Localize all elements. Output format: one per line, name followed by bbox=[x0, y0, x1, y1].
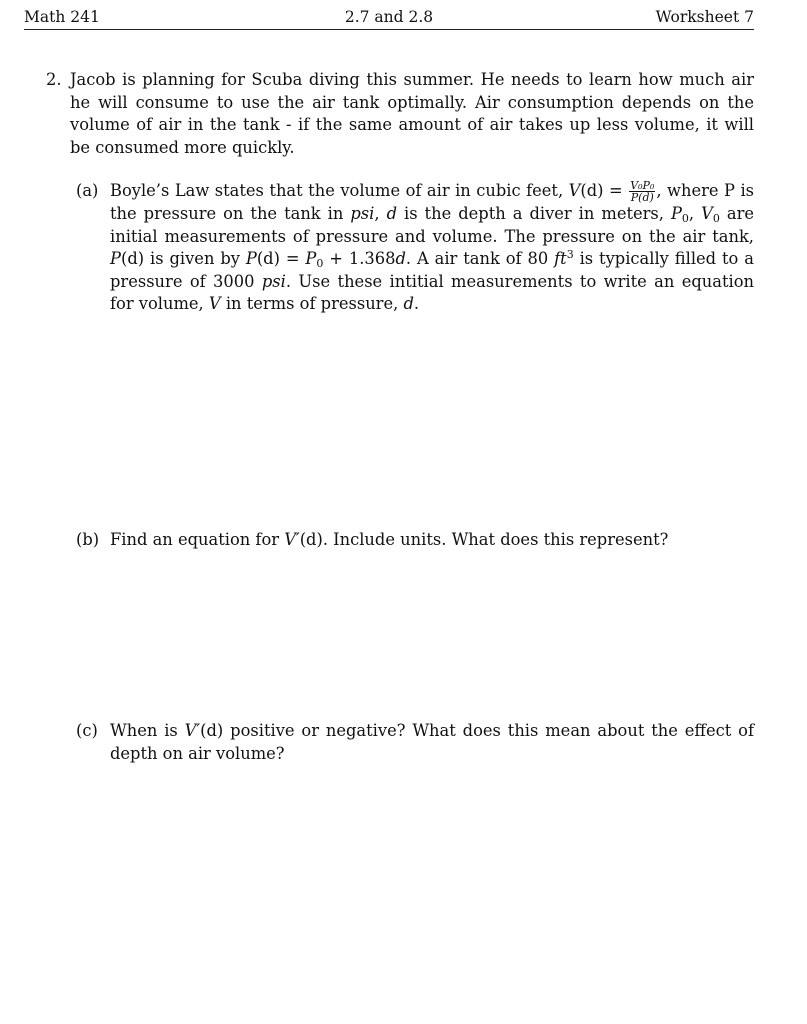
worksheet-title: Worksheet 7 bbox=[655, 8, 754, 26]
problem-statement: Jacob is planning for Scuba diving this summer. He needs to learn how much air he will consume to use the air tank optimally. Air consumption depends on the volume of air in the tank - if the same amount of air takes up less volume, it will be consumed more quickly. bbox=[70, 70, 754, 157]
part-c-label: (c) bbox=[76, 721, 98, 740]
page-header bbox=[24, 8, 754, 30]
problem-2 bbox=[46, 69, 754, 159]
section-numbers: 2.7 and 2.8 bbox=[344, 8, 434, 26]
problem-number: 2. bbox=[46, 70, 62, 89]
part-b-label: (b) bbox=[76, 530, 100, 549]
part-b bbox=[76, 529, 754, 552]
part-c bbox=[76, 720, 754, 765]
boyles-law-fraction: $\frac{\text{V₀P₀}}{P(d)}$ bbox=[630, 179, 655, 204]
part-a-text: Boyle’s Law states that the volume of air in cubic feet, V(d) = $\frac{\text{V₀P₀}}{P(d)}$ , where P is the pressure on the tank in psi, d is the depth a diver in meters, $P_0$, $V_0$ are initial measurements of pressure and volume. The pressure on the air tank, P(d) is given by $P(d) = P_0 + 1.368d$. A air tank of 80 $ft^3$ is typically filled to a pressure of 3000 psi. Use these intitial measurements to write an equation for volume, V in terms of pressure, d. bbox=[110, 179, 755, 314]
part-c-text: When is V′(d) positive or negative? What does this mean about the effect of depth on air volume? bbox=[110, 721, 754, 763]
course-name: Math 241 bbox=[24, 8, 100, 26]
part-a-label: (a) bbox=[76, 181, 99, 200]
part-b-text: Find an equation for V′(d). Include units. What does this represent? bbox=[110, 530, 669, 549]
part-a bbox=[76, 180, 754, 316]
